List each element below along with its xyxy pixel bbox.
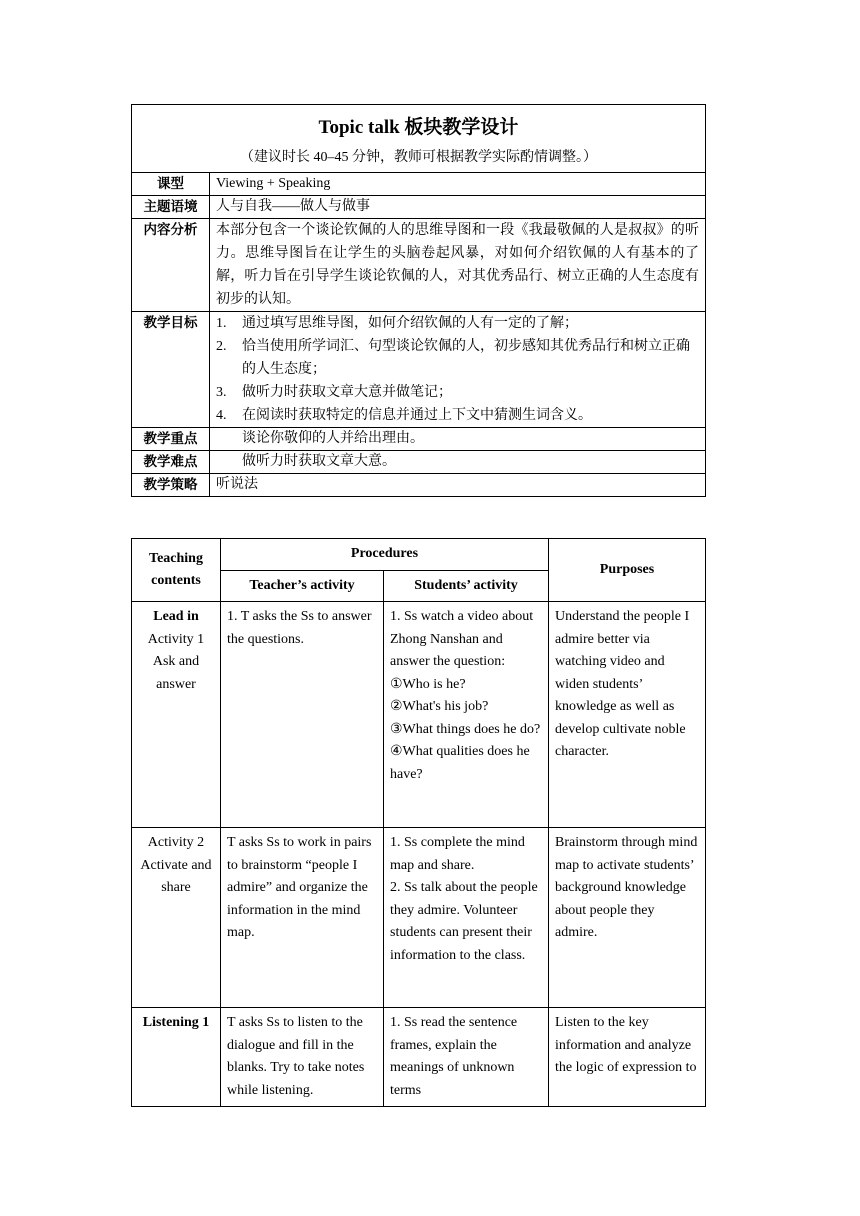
strategy-value: 听说法 [210,474,706,497]
duration-note: （建议时长 40–45 分钟，教师可根据教学实际酌情调整。） [240,150,597,165]
header-students-activity: Students’ activity [384,570,549,602]
key-points-value: 谈论你敬仰的人并给出理由。 [210,428,706,451]
students-activity-cell [384,828,549,1008]
students-activity-line: ②What's his job? [390,699,489,714]
header-teacher-activity: Teacher’s activity [221,570,384,602]
teacher-activity-cell: T asks Ss to work in pairs to brainstorm “people I admire” and organize the information in the mind map. [221,828,384,1008]
students-activity-line: ④What qualities does he have? [390,744,530,782]
students-activity-cell [384,1008,549,1107]
header-purposes: Purposes [549,539,706,602]
strategy-label: 教学策略 [132,474,210,497]
students-activity-line: 2. Ss talk about the people they admire. Volunteer students can present their information to the class. [390,880,538,963]
objectives-label: 教学目标 [132,312,210,428]
analysis-value: 本部分包含一个谈论钦佩的人的思维导图和一段《我最敬佩的人是叔叔》的听力。思维导图旨在让学生的头脑卷起风暴，对如何介绍钦佩的人有基本的了解，听力旨在引导学生谈论钦佩的人，对其优秀品行、树立正确的人生态度有初步的认知。 [210,219,706,312]
key-points-label: 教学重点 [132,428,210,451]
lesson-design-table [131,104,706,497]
header-procedures: Procedures [221,539,549,571]
students-activity-line: 1. Ss complete the mind map and share. [390,835,525,873]
content-text: Activity 2 Activate and share [140,835,212,895]
course-type-label: 课型 [132,173,210,196]
objective-item: 2. 恰当使用所学词汇、句型谈论钦佩的人，初步感知其优秀品行和树立正确的人生态度； [216,339,690,377]
teaching-content-cell [132,602,221,828]
content-title: Lead in [153,609,199,624]
teacher-activity-cell: T asks Ss to listen to the dialogue and fill in the blanks. Try to take notes while listening. [221,1008,384,1107]
students-activity-line: 1. Ss read the sentence frames, explain the meanings of unknown terms [390,1015,518,1098]
objective-item: 3. 做听力时获取文章大意并做笔记； [216,385,452,400]
teaching-content-cell [132,828,221,1008]
page-title: Topic talk 板块教学设计 [318,117,519,138]
students-activity-cell [384,602,549,828]
table-row [132,602,706,828]
content-text: Activity 1 Ask and answer [147,631,205,692]
theme-value: 人与自我——做人与做事 [210,196,706,219]
purpose-cell: Brainstorm through mind map to activate students’ background knowledge about people they admire. [549,828,706,1008]
difficulties-label: 教学难点 [132,451,210,474]
header-teaching-contents: Teaching contents [132,539,221,602]
content-title: Listening 1 [142,1015,210,1030]
objectives-cell [210,312,706,428]
objective-item: 4. 在阅读时获取特定的信息并通过上下文中猜测生词含义。 [216,408,592,423]
procedures-table [131,538,706,1107]
teaching-content-cell [132,1008,221,1107]
objective-item: 1. 通过填写思维导图，如何介绍钦佩的人有一定的了解； [216,316,578,331]
students-activity-line: ③What things does he do? [390,721,541,737]
objectives-list [216,312,699,427]
analysis-label: 内容分析 [132,219,210,312]
table-row [132,1008,706,1107]
teacher-activity-cell: 1. T asks the Ss to answer the questions. [221,602,384,828]
difficulties-value: 做听力时获取文章大意。 [210,451,706,474]
purpose-cell: Understand the people I admire better via watching video and widen students’ knowledge as well as develop cultivate noble character. [549,602,706,828]
title-cell [132,105,706,173]
purpose-cell: Listen to the key information and analyze the logic of expression to [549,1008,706,1107]
table-row [132,828,706,1008]
students-activity-line: ①Who is he? [390,676,466,692]
course-type-value: Viewing + Speaking [210,173,706,196]
theme-label: 主题语境 [132,196,210,219]
students-activity-line: 1. Ss watch a video about Zhong Nanshan and answer the question: [390,609,534,669]
